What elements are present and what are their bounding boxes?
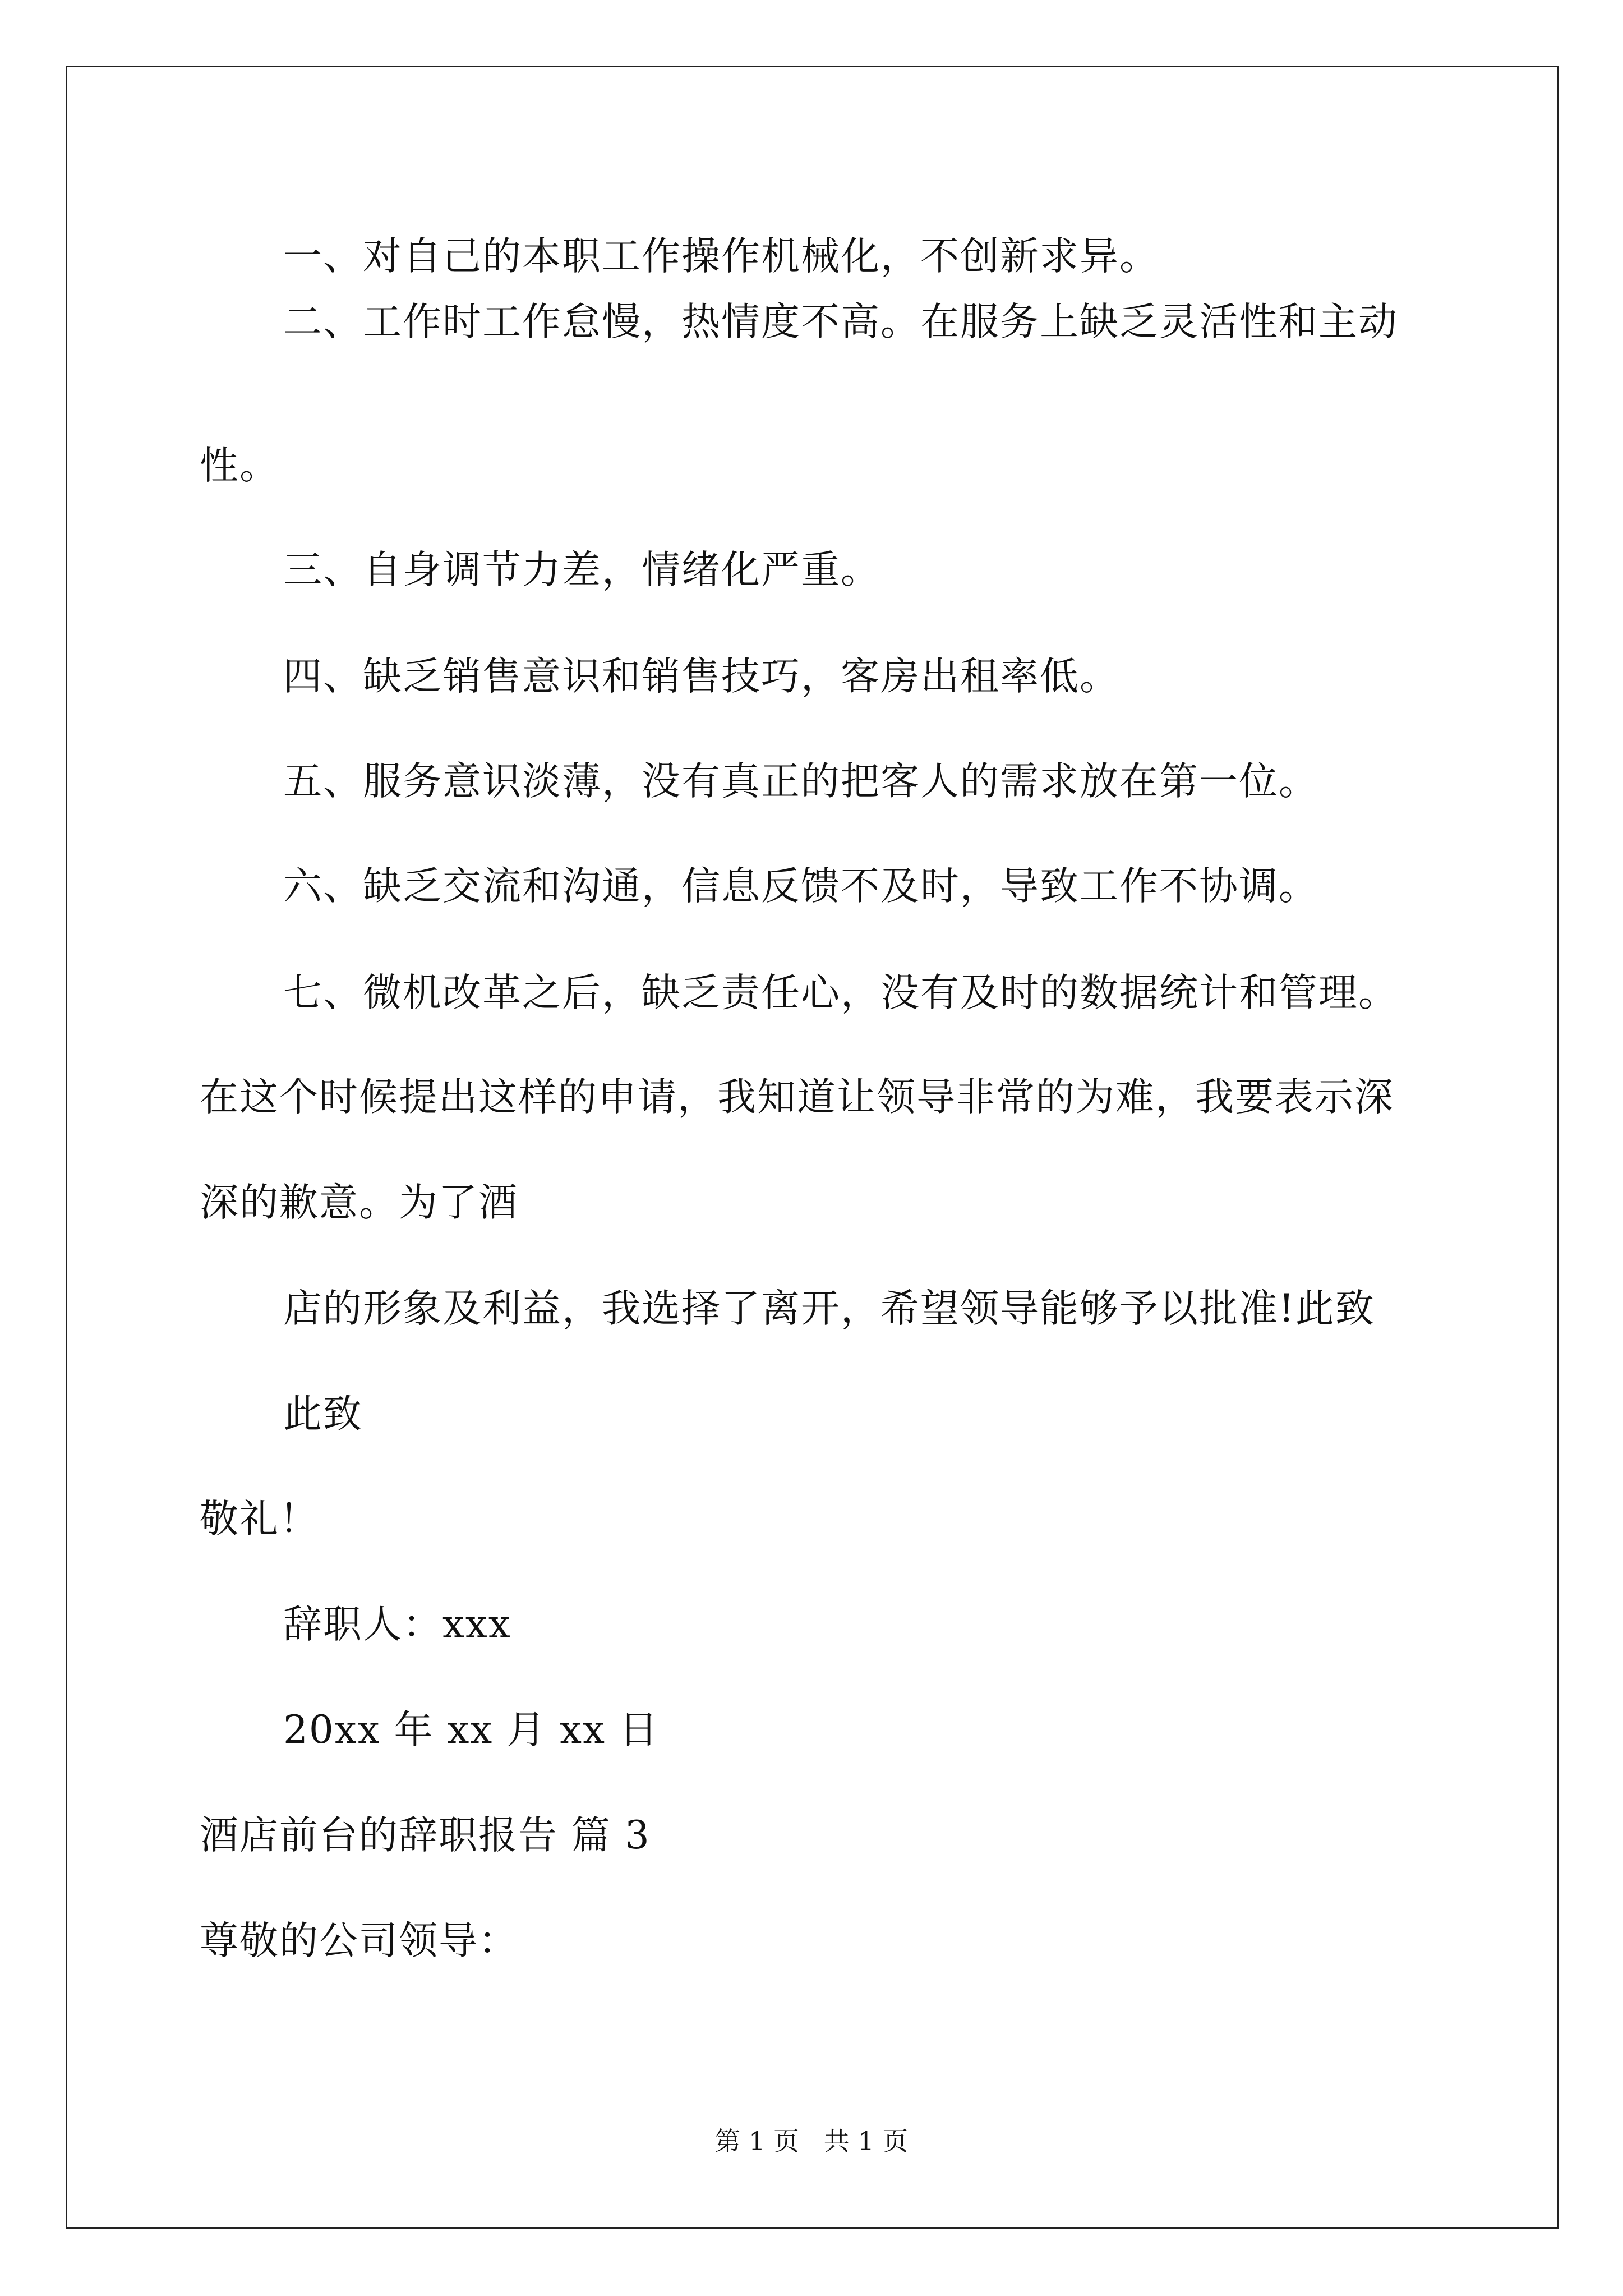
date-line: 20xx 年 xx 月 xx 日 [283, 1708, 659, 1752]
paragraph-line-9: 在这个时候提出这样的申请，我知道让领导非常的为难，我要表示深 [200, 1075, 1394, 1120]
paragraph-line-11: 店的形象及利益，我选择了离开，希望领导能够予以批准!此致 [283, 1286, 1375, 1331]
salutation-line: 敬礼！ [200, 1497, 319, 1542]
paragraph-line-3: 性。 [200, 443, 279, 488]
greeting-line: 尊敬的公司领导： [200, 1918, 518, 1963]
paragraph-line-8: 七、微机改革之后，缺乏责任心，没有及时的数据统计和管理。 [283, 970, 1398, 1015]
signature-line: 辞职人：xxx [283, 1602, 511, 1647]
paragraph-line-6: 五、服务意识淡薄，没有真正的把客人的需求放在第一位。 [283, 759, 1318, 804]
paragraph-line-5: 四、缺乏销售意识和销售技巧，客房出租率低。 [283, 654, 1119, 699]
paragraph-line-7: 六、缺乏交流和沟通，信息反馈不及时，导致工作不协调。 [283, 864, 1318, 909]
paragraph-line-2: 二、工作时工作怠慢，热情度不高。在服务上缺乏灵活性和主动 [283, 300, 1398, 344]
section-heading: 酒店前台的辞职报告 篇 3 [200, 1813, 651, 1858]
paragraph-line-10: 深的歉意。为了酒 [200, 1180, 518, 1225]
page-footer: 第 1 页 共 1 页 [714, 2126, 909, 2156]
paragraph-line-4: 三、自身调节力差，情绪化严重。 [283, 547, 880, 592]
paragraph-line-1: 一、对自己的本职工作操作机械化，不创新求异。 [283, 234, 1159, 279]
page-border [66, 66, 1559, 2229]
closing-line: 此致 [283, 1392, 363, 1437]
